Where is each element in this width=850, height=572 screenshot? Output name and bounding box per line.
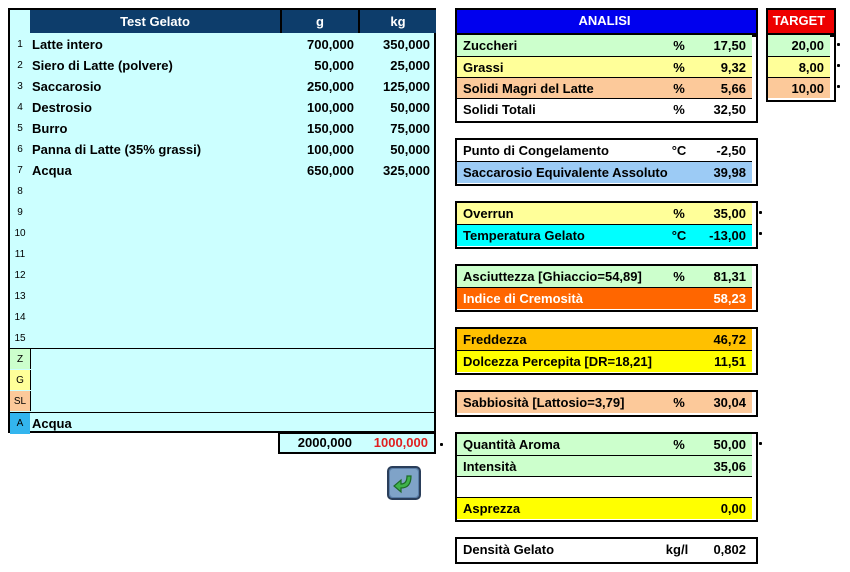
target-box [766, 33, 836, 102]
dolcezza-value: 11,51 [714, 354, 746, 369]
densita-unit: kg/l [665, 542, 689, 557]
ingredient-row [10, 55, 434, 76]
sabbiosita-label: Sabbiosità [Lattosio=3,79] [463, 395, 625, 410]
blank-row [457, 476, 752, 498]
row-number: 9 [17, 207, 23, 218]
row-number: 13 [14, 291, 26, 302]
target-grassi[interactable]: 8,00 [768, 56, 830, 77]
row-number: 1 [17, 39, 23, 50]
ingredient-row [10, 265, 434, 286]
quantita-aroma-label: Quantità Aroma [463, 437, 561, 452]
ingredient-name[interactable]: Acqua [32, 163, 72, 178]
row-number: 4 [17, 102, 23, 113]
densita-row [457, 539, 752, 560]
punto-congelamento-row [457, 140, 752, 161]
sabbiosita-value: 30,04 [713, 395, 746, 410]
row-number: 14 [14, 312, 26, 323]
temperatura-row [457, 224, 752, 246]
intensita-row [457, 455, 752, 477]
overrun-value[interactable]: 35,00 [713, 206, 746, 221]
punto-congelamento-value: -2,50 [716, 143, 746, 158]
ingredient-row [10, 244, 434, 265]
marker-dot [440, 443, 443, 446]
ingredient-g[interactable]: 700,000 [307, 37, 354, 52]
solidi-magri-row [457, 77, 752, 99]
asprezza-label: Asprezza [463, 501, 521, 516]
ingredient-kg: 350,000 [383, 37, 430, 52]
ingredient-row [10, 139, 434, 160]
ingredient-kg: 325,000 [383, 163, 430, 178]
freezing-box [455, 138, 758, 186]
ingredient-row [10, 223, 434, 244]
saccarosio-eq-value: 39,98 [713, 165, 746, 180]
punto-congelamento-label: Punto di Congelamento [463, 143, 609, 158]
grassi-value: 9,32 [720, 60, 746, 75]
ingredient-name[interactable]: Saccarosio [32, 79, 102, 94]
target-zuccheri[interactable]: 20,00 [768, 35, 830, 56]
solidi-magri-label: Solidi Magri del Latte [463, 81, 594, 96]
ingredient-name[interactable]: Panna di Latte (35% grassi) [32, 142, 202, 157]
solidi-totali-label: Solidi Totali [463, 102, 536, 117]
saccarosio-eq-label: Saccarosio Equivalente Assoluto [463, 165, 668, 180]
ingredient-row [10, 307, 434, 328]
ingredient-row [10, 97, 434, 118]
header-separator [280, 10, 282, 33]
letter-badge: G [10, 370, 31, 390]
freddezza-row [457, 329, 752, 350]
component-row [10, 370, 434, 391]
overrun-label: Overrun [463, 206, 514, 221]
ingredient-kg: 75,000 [390, 121, 430, 136]
solidi-magri-unit: % [673, 81, 685, 96]
ingredient-name[interactable]: Siero di Latte (polvere) [32, 58, 173, 73]
ingredient-g[interactable]: 100,000 [307, 142, 354, 157]
solidi-magri-value: 5,66 [720, 81, 746, 96]
ingredient-g[interactable]: 100,000 [307, 100, 354, 115]
ingredient-name[interactable]: Burro [32, 121, 68, 136]
marker-dot [837, 64, 840, 67]
zuccheri-value: 17,50 [713, 38, 746, 53]
row-number: 3 [17, 81, 23, 92]
letter-badge-a: A [10, 413, 30, 434]
asciuttezza-value: 81,31 [713, 269, 746, 284]
ingredient-kg: 50,000 [390, 142, 430, 157]
ingredient-row [10, 76, 434, 97]
perception-box [455, 327, 758, 375]
grassi-unit: % [673, 60, 685, 75]
punto-congelamento-unit: °C [671, 143, 687, 158]
asprezza-value: 0,00 [720, 501, 746, 516]
solidi-totali-row [457, 98, 752, 120]
intensita-label: Intensità [463, 459, 517, 474]
component-row [10, 391, 434, 412]
row-number: 12 [14, 270, 26, 281]
cremosita-value: 58,23 [713, 291, 746, 306]
ingredient-g[interactable]: 250,000 [307, 79, 354, 94]
temperatura-value[interactable]: -13,00 [709, 228, 746, 243]
grassi-row [457, 56, 752, 78]
temperatura-unit: °C [671, 228, 687, 243]
ingredient-row [10, 286, 434, 307]
ingredient-g[interactable]: 150,000 [307, 121, 354, 136]
solidi-totali-value: 32,50 [713, 102, 746, 117]
refresh-button[interactable] [387, 466, 421, 500]
asciuttezza-unit: % [673, 269, 685, 284]
analisi-header: ANALISI [578, 13, 631, 28]
zuccheri-row [457, 35, 752, 56]
density-box [455, 537, 758, 564]
target-solidi-magri[interactable]: 10,00 [768, 77, 830, 98]
dolcezza-row [457, 350, 752, 372]
zuccheri-label: Zuccheri [463, 38, 518, 53]
row-number: 6 [17, 144, 23, 155]
aroma-box [455, 432, 758, 522]
column-header-kg: kg [360, 10, 436, 33]
ingredient-kg: 125,000 [383, 79, 430, 94]
ingredient-row [10, 181, 434, 202]
freddezza-label: Freddezza [463, 332, 527, 347]
zuccheri-unit: % [673, 38, 685, 53]
asciuttezza-label: Asciuttezza [Ghiaccio=54,89] [463, 269, 642, 284]
quantita-aroma-row [457, 434, 752, 455]
total-kg[interactable]: 1000,000 [373, 435, 428, 450]
composition-box [455, 33, 758, 123]
sabbiosita-unit: % [673, 395, 685, 410]
ingredient-row [10, 202, 434, 223]
sabbiosita-row [457, 392, 752, 413]
ingredient-row [10, 160, 434, 181]
ingredients-table [8, 8, 436, 433]
acqua-label[interactable]: Acqua [32, 416, 72, 431]
ingredient-row [10, 34, 434, 55]
grassi-label: Grassi [463, 60, 504, 75]
row-number: 15 [14, 333, 26, 344]
freddezza-value: 46,72 [713, 332, 746, 347]
densita-value: 0,802 [713, 542, 746, 557]
dolcezza-label: Dolcezza Percepita [DR=18,21] [463, 354, 652, 369]
ingredient-kg: 25,000 [390, 58, 430, 73]
row-number: 5 [17, 123, 23, 134]
total-g: 2000,000 [297, 435, 352, 450]
row-number: 2 [17, 60, 23, 71]
densita-label: Densità Gelato [463, 542, 555, 557]
letter-badge: Z [10, 349, 31, 369]
row-number: 10 [14, 228, 26, 239]
asciuttezza-row [457, 266, 752, 287]
marker-dot [837, 43, 840, 46]
ingredient-row [10, 328, 434, 349]
overrun-unit: % [673, 206, 685, 221]
ingredient-name[interactable]: Destrosio [32, 100, 92, 115]
sandiness-box [455, 390, 758, 417]
marker-dot [759, 211, 762, 214]
ingredient-name[interactable]: Latte intero [32, 37, 103, 52]
row-number: 7 [17, 165, 23, 176]
overrun-row [457, 203, 752, 224]
ingredient-row [10, 118, 434, 139]
cremosita-row [457, 287, 752, 309]
overrun-box [455, 201, 758, 249]
marker-dot [759, 442, 762, 445]
cremosita-label: Indice di Cremosità [463, 291, 583, 306]
marker-dot [837, 85, 840, 88]
target-header: TARGET [772, 13, 826, 28]
letter-badge: SL [10, 391, 31, 411]
ingredient-g[interactable]: 650,000 [307, 163, 354, 178]
quantita-aroma-unit: % [673, 437, 685, 452]
asprezza-row [457, 497, 752, 519]
solidi-totali-unit: % [673, 102, 685, 117]
saccarosio-eq-row [457, 161, 752, 183]
refresh-arrow-icon [387, 466, 421, 500]
dryness-box [455, 264, 758, 312]
row-number: 8 [17, 186, 23, 197]
ingredient-g[interactable]: 50,000 [314, 58, 354, 73]
quantita-aroma-value[interactable]: 50,00 [713, 437, 746, 452]
recipe-title[interactable]: Test Gelato [30, 10, 280, 33]
header-separator [358, 10, 360, 33]
component-row [10, 349, 434, 370]
marker-dot [759, 232, 762, 235]
acqua-row [10, 413, 434, 434]
temperatura-label: Temperatura Gelato [463, 228, 585, 243]
ingredient-kg: 50,000 [390, 100, 430, 115]
row-number: 11 [14, 249, 26, 260]
column-header-g: g [282, 10, 358, 33]
totals-row [278, 432, 436, 454]
intensita-value: 35,06 [713, 459, 746, 474]
